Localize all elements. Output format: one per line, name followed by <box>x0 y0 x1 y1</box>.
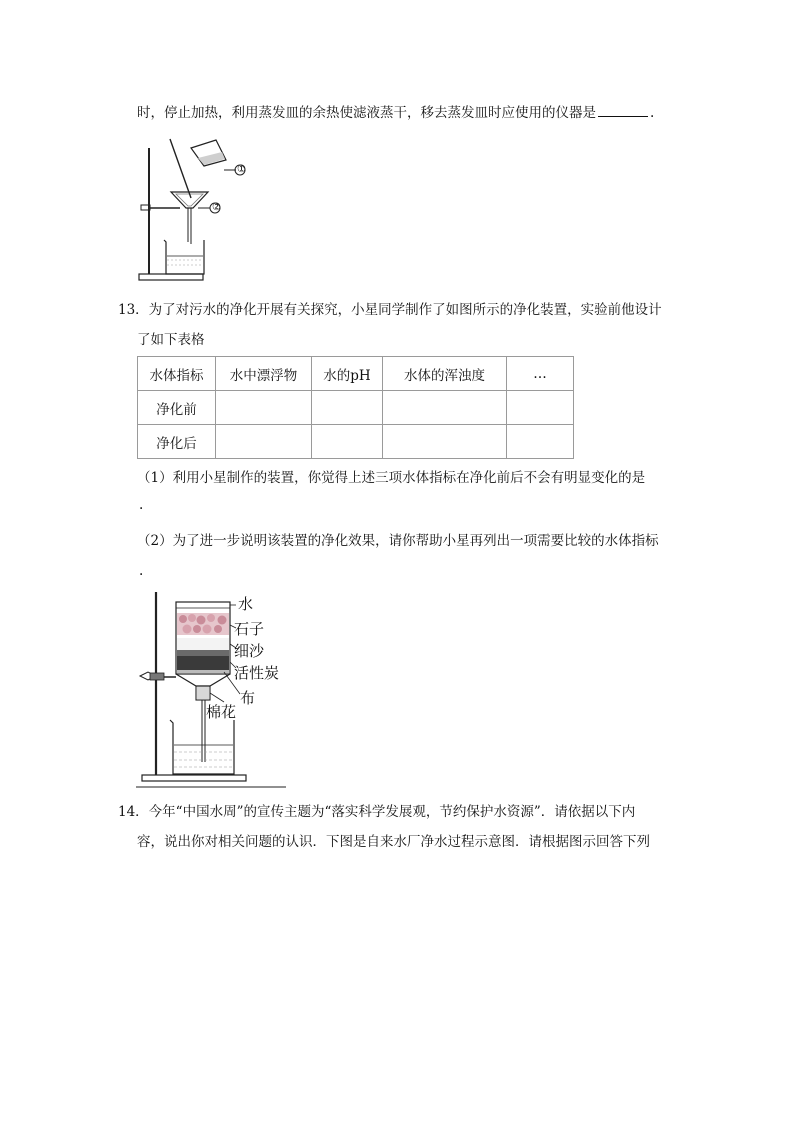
q12-tail-line <box>137 104 654 122</box>
table-cell[interactable] <box>507 391 574 425</box>
table-header-cell: 水体的浑浊度 <box>383 357 507 391</box>
stone <box>183 625 192 634</box>
table-row <box>138 425 574 459</box>
label-stone: 石子 <box>234 620 265 638</box>
q12-tail-end: . <box>650 105 655 121</box>
table-cell: 净化后 <box>138 425 216 459</box>
stone <box>218 616 227 625</box>
table-cell[interactable] <box>312 391 383 425</box>
figure-label-2: ② <box>212 202 221 213</box>
sand-layer <box>177 638 229 650</box>
table-cell[interactable] <box>216 425 312 459</box>
stone <box>207 614 215 622</box>
table-header-cell: 水的pH <box>312 357 383 391</box>
table-header-cell: … <box>507 357 574 391</box>
carbon-top <box>177 650 229 656</box>
q13-sub2-end: . <box>139 563 144 579</box>
table-header-cell: 水中漂浮物 <box>216 357 312 391</box>
label-sand: 细沙 <box>234 642 265 660</box>
table-cell[interactable] <box>383 391 507 425</box>
leader-cotton <box>210 693 224 702</box>
label-carbon: 活性炭 <box>234 664 280 682</box>
water-purifier-figure <box>136 590 296 790</box>
q13-sub2: （2）为了进一步说明该装置的净化效果，请你帮助小星再列出一项需要比较的水体指标 <box>137 533 659 549</box>
receiving-beaker <box>164 240 204 274</box>
q14-line-1: 14．今年“中国水周”的宣传主题为“落实科学发展观，节约保护水资源”．请依据以下内 <box>118 804 636 820</box>
table-cell[interactable] <box>507 425 574 459</box>
bottle-neck <box>176 674 230 686</box>
q12-answer-blank[interactable] <box>598 104 648 117</box>
table-header-cell: 水体指标 <box>138 357 216 391</box>
stone <box>214 625 222 633</box>
filtration-apparatus-figure <box>136 136 256 286</box>
q13-sub1: （1）利用小星制作的装置，你觉得上述三项水体指标在净化前后不会有明显变化的是 <box>137 470 646 486</box>
stone <box>188 614 196 622</box>
cloth-layer <box>177 670 229 673</box>
table-header-row <box>138 357 574 391</box>
q12-tail-text: 时，停止加热，利用蒸发皿的余热使滤液蒸干，移去蒸发皿时应使用的仪器是 <box>137 105 596 121</box>
table-cell[interactable] <box>312 425 383 459</box>
table-cell: 净化前 <box>138 391 216 425</box>
stone <box>179 615 187 623</box>
water-index-table <box>137 356 574 459</box>
stone <box>203 625 212 634</box>
stone <box>193 625 201 633</box>
cotton-plug <box>197 687 209 699</box>
label-water: 水 <box>238 595 254 613</box>
glass-rod <box>170 139 191 198</box>
stand-base <box>139 274 203 280</box>
label-cotton: 棉花 <box>206 703 237 721</box>
figure-label-1: ① <box>237 164 246 175</box>
stone <box>197 616 206 625</box>
q14-line-2: 容，说出你对相关问题的认识．下图是自来水厂净水过程示意图．请根据图示回答下列 <box>137 834 650 850</box>
q13-sub1-end: . <box>139 497 144 513</box>
table-row <box>138 391 574 425</box>
stand-base <box>142 775 246 781</box>
table-cell[interactable] <box>383 425 507 459</box>
q13-line-1: 13．为了对污水的净化开展有关探究，小星同学制作了如图所示的净化装置，实验前他设计 <box>118 302 662 318</box>
q13-line-2: 了如下表格 <box>137 332 205 348</box>
clamp <box>150 673 164 680</box>
table-cell[interactable] <box>216 391 312 425</box>
label-cloth: 布 <box>240 689 256 707</box>
